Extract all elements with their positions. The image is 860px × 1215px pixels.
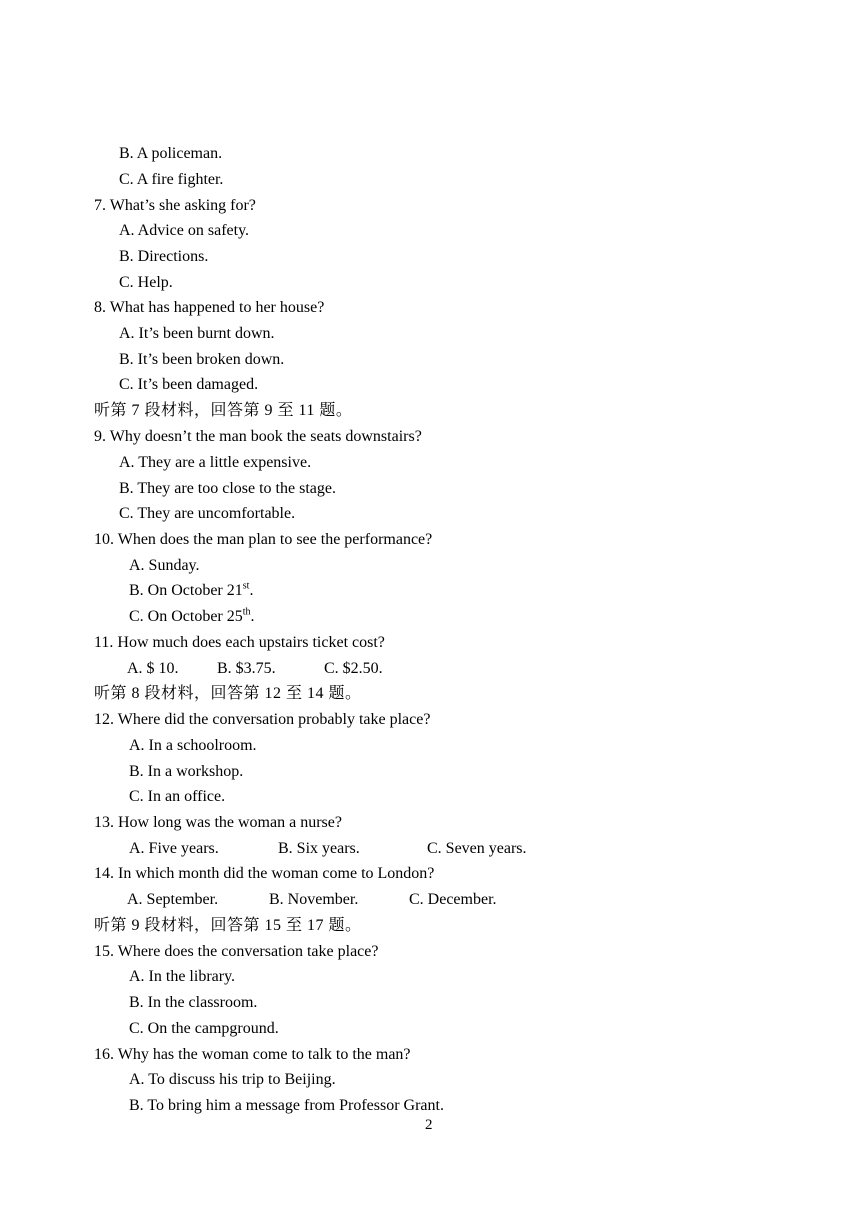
- option-9c: C. They are uncomfortable.: [119, 505, 296, 522]
- option-10b: B. On October 21st.: [129, 580, 254, 599]
- option-15a: A. In the library.: [129, 968, 236, 985]
- question-12: 12. Where did the conversation probably take place?: [94, 711, 431, 728]
- option-11b: B. $3.75.: [217, 660, 276, 677]
- option-8b: B. It’s been broken down.: [119, 351, 285, 368]
- ordinal-suffix: st: [242, 580, 250, 592]
- option-13c: C. Seven years.: [427, 840, 527, 857]
- option-7c: C. Help.: [119, 274, 173, 291]
- question-7: 7. What’s she asking for?: [94, 197, 256, 214]
- option-8a: A. It’s been burnt down.: [119, 325, 275, 342]
- option-12c: C. In an office.: [129, 788, 226, 805]
- question-10: 10. When does the man plan to see the performance?: [94, 531, 433, 548]
- section-heading-8: 听第 8 段材料，回答第 12 至 14 题。: [94, 685, 362, 702]
- section-heading-7: 听第 7 段材料，回答第 9 至 11 题。: [94, 402, 353, 419]
- section-heading-9: 听第 9 段材料，回答第 15 至 17 题。: [94, 917, 362, 934]
- option-12b: B. In a workshop.: [129, 763, 244, 780]
- option-6b: B. A policeman.: [119, 145, 223, 162]
- option-7a: A. Advice on safety.: [119, 222, 250, 239]
- option-9b: B. They are too close to the stage.: [119, 480, 336, 497]
- option-10a: A. Sunday.: [129, 557, 200, 574]
- option-13a: A. Five years.: [129, 840, 219, 857]
- question-15: 15. Where does the conversation take place?: [94, 943, 379, 960]
- option-6c: C. A fire fighter.: [119, 171, 224, 188]
- ordinal-suffix: th: [242, 606, 251, 618]
- option-15c: C. On the campground.: [129, 1020, 279, 1037]
- option-11a: A. $ 10.: [127, 660, 179, 677]
- option-8c: C. It’s been damaged.: [119, 376, 259, 393]
- option-9a: A. They are a little expensive.: [119, 454, 312, 471]
- option-14b: B. November.: [269, 891, 359, 908]
- question-8: 8. What has happened to her house?: [94, 299, 325, 316]
- option-11c: C. $2.50.: [324, 660, 383, 677]
- option-14c: C. December.: [409, 891, 497, 908]
- option-12a: A. In a schoolroom.: [129, 737, 257, 754]
- option-15b: B. In the classroom.: [129, 994, 258, 1011]
- question-14: 14. In which month did the woman come to London?: [94, 865, 435, 882]
- question-9: 9. Why doesn’t the man book the seats downstairs?: [94, 428, 422, 445]
- option-14a: A. September.: [127, 891, 219, 908]
- option-10c: C. On October 25th.: [129, 606, 255, 625]
- option-16b: B. To bring him a message from Professor Grant.: [129, 1097, 444, 1114]
- question-11: 11. How much does each upstairs ticket cost?: [94, 634, 385, 651]
- page-number: 2: [425, 1117, 433, 1133]
- question-13: 13. How long was the woman a nurse?: [94, 814, 342, 831]
- question-16: 16. Why has the woman come to talk to the man?: [94, 1046, 411, 1063]
- option-7b: B. Directions.: [119, 248, 209, 265]
- option-16a: A. To discuss his trip to Beijing.: [129, 1071, 336, 1088]
- option-13b: B. Six years.: [278, 840, 360, 857]
